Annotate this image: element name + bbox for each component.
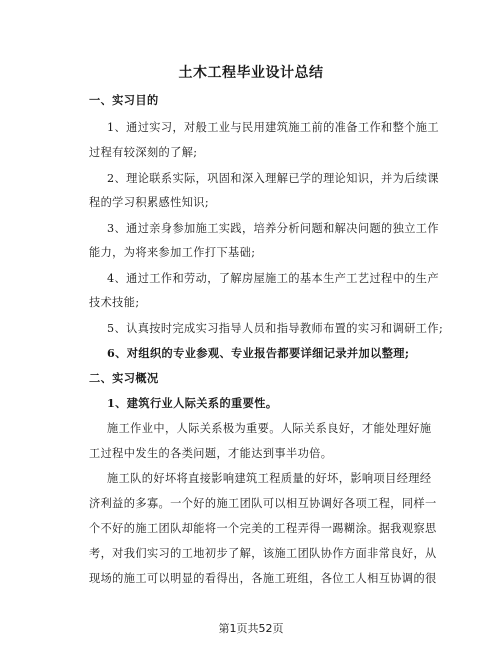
- document-title: 土木工程毕业设计总结: [178, 65, 324, 81]
- list-item-2-line-1: 2、理论联系实际，巩固和深入理解已学的理论知识，并为后续课: [107, 172, 439, 185]
- paragraph-2-line-4: 考，对我们实习的工地初步了解，该施工团队协作方面非常良好，从: [89, 547, 437, 560]
- list-item-1-line-1: 1、通过实习，对般工业与民用建筑施工前的准备工作和整个施工: [107, 121, 439, 134]
- list-item-1-line-2: 过程有较深刻的了解;: [89, 146, 198, 159]
- paragraph-2-line-2: 济利益的多寡。一个好的施工团队可以相互协调好各项工程，同样一: [89, 497, 437, 510]
- list-item-3-line-1: 3、通过亲身参加施工实践，培养分析问题和解决问题的独立工作: [107, 222, 439, 235]
- list-item-2-line-2: 程的学习积累感性知识;: [89, 196, 210, 209]
- list-item-5: 5、认真按时完成实习指导人员和指导教师布置的实习和调研工作;: [107, 322, 444, 335]
- paragraph-1-line-1: 施工作业中，人际关系极为重要。人际关系良好，才能处理好施: [107, 422, 432, 435]
- paragraph-2-line-3: 个不好的施工团队却能将一个完美的工程弄得一踢糊涂。据我观察思: [89, 522, 437, 535]
- page-number-footer: 第1页共52页: [218, 622, 284, 635]
- section-heading-overview: 二、实习概况: [89, 371, 159, 385]
- paragraph-2-line-1: 施工队的好坏将直接影响建筑工程质量的好坏，影响项目经理经: [107, 472, 432, 485]
- section-heading-purpose: 一、实习目的: [89, 93, 159, 107]
- list-item-4-line-2: 技术技能;: [89, 296, 140, 309]
- list-item-4-line-1: 4、通过工作和劳动，了解房屋施工的基本生产工艺过程中的生产: [107, 272, 439, 285]
- paragraph-2-line-5: 现场的施工可以明显的看得出，各施工班组，各位工人相互协调的很: [89, 572, 437, 585]
- subsection-heading-relations: 1、建筑行业人际关系的重要性。: [107, 396, 278, 410]
- list-item-3-line-2: 能力，为将来参加工作打下基础;: [89, 246, 256, 259]
- paragraph-1-line-2: 工过程中发生的各类问题，才能达到事半功倍。: [89, 447, 333, 460]
- list-item-6: 6、对组织的专业参观、专业报告都要详细记录并加以整理;: [107, 346, 410, 360]
